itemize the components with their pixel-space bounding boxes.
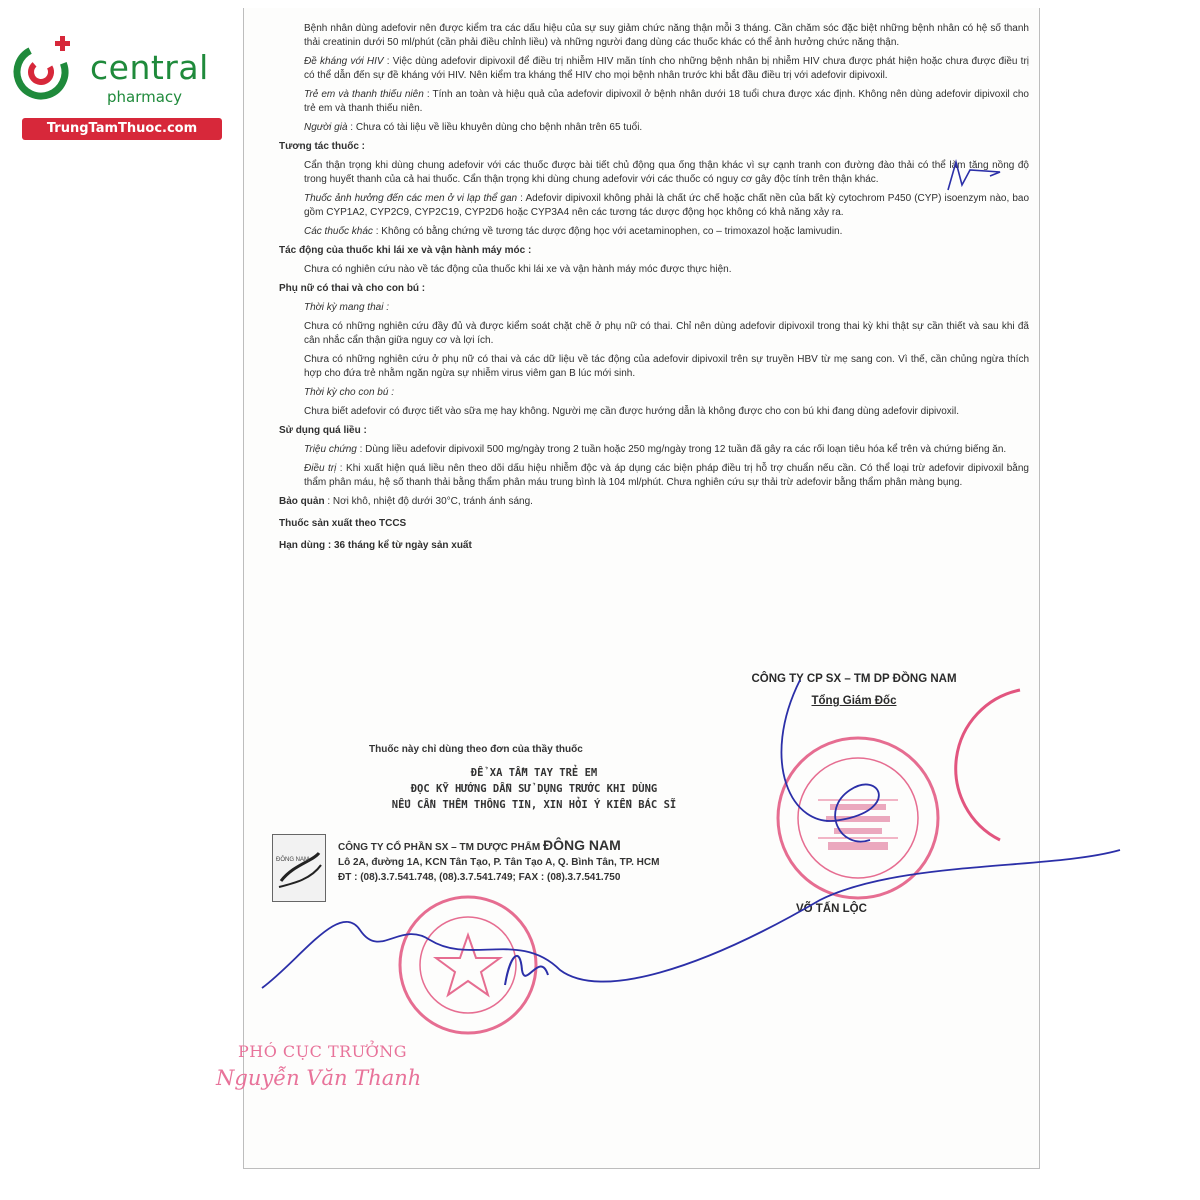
ministry-signatory-name: Nguyễn Văn Thanh bbox=[216, 1066, 422, 1090]
text-liver-enzymes: : Adefovir dipivoxil không phải là chất ức chế hoặc chất nền của bất kỳ cytochrom P450 (CYP) isoenzym nào, bao gồm CYP1A2, CYP2C9, CYP2C19, CYP2D6 hoặc CYP3A4 nên các tương tác dược động học không có khả năng xảy ra. bbox=[304, 193, 1030, 218]
paragraph-liver-enzymes bbox=[279, 192, 1029, 220]
paragraph-renal-monitoring: Bệnh nhân dùng adefovir nên được kiểm tra các dấu hiệu của sự suy giảm chức năng thận mỗi 3 tháng. Cần chăm sóc đặc biệt những bệnh nhân có hệ số thanh thải creatinin dưới 50 ml/phút (cần phải điều chỉnh liều) và những người đang dùng các thuốc khác có thể ảnh hưởng chức năng thận. bbox=[304, 23, 1029, 48]
label-pregnancy-period: Thời kỳ mang thai : bbox=[304, 302, 389, 313]
text-storage: : Nơi khô, nhiệt độ dưới 30°C, tránh ánh sáng. bbox=[324, 496, 533, 507]
heading-driving: Tác động của thuốc khi lái xe và vận hành máy móc : bbox=[279, 245, 532, 256]
paragraph-breastfeeding: Chưa biết adefovir có được tiết vào sữa mẹ hay không. Người mẹ cần được hướng dẫn là không được cho con bú khi đang dùng adefovir dipivoxil. bbox=[304, 406, 960, 417]
label-storage: Bảo quản bbox=[279, 496, 325, 507]
label-symptoms: Triệu chứng bbox=[304, 444, 357, 455]
warning-ask-doctor: NẾU CẦN THÊM THÔNG TIN, XIN HỎI Ý KIẾN BÁC SĨ bbox=[391, 799, 677, 811]
paragraph-pregnancy-1: Chưa có những nghiên cứu đầy đủ và được kiểm soát chặt chẽ ở phụ nữ có thai. Chỉ nên dùng adefovir dipivoxil trong thai kỳ khi thật sự cần thiết và sau khi đã cân nhắc cẩn thận giữa nguy cơ và lợi ích. bbox=[304, 321, 1029, 346]
label-elderly: Người già bbox=[304, 122, 348, 133]
paragraph-interactions: Cẩn thận trọng khi dùng chung adefovir với các thuốc được bài tiết chủ động qua ống thận khác vì sự cạnh tranh con đường đào thải có thể làm tăng nồng độ trong huyết thanh của cả hai thuốc. Cẩn thận trọng khi dùng chung adefovir với các thuốc có nguy cơ gây độc tính trên thận khác. bbox=[304, 160, 1029, 185]
dongnam-logo-text: ĐÔNG NAM bbox=[276, 857, 309, 863]
warning-read-instructions: ĐỌC KỸ HƯỚNG DẪN SỬ DỤNG TRƯỚC KHI DÙNG bbox=[410, 783, 658, 795]
paragraph-treatment bbox=[279, 462, 1029, 490]
label-treatment: Điều trị bbox=[304, 463, 337, 474]
document-content bbox=[279, 22, 1029, 558]
document-page bbox=[243, 8, 1040, 1169]
label-liver-enzymes: Thuốc ảnh hưởng đến các men ở vi lạp thể gan bbox=[304, 193, 518, 204]
label-breastfeeding: Thời kỳ cho con bú : bbox=[304, 387, 394, 398]
text-hiv-resistance: : Việc dùng adefovir dipivoxil để điều trị nhiễm HIV mãn tính cho những bệnh nhân bị nhiễm HIV chưa được phát hiện hoặc chưa được điều trị có thể dẫn đến sự đề kháng với HIV. Nên kiểm tra kháng thể HIV cho mọi bệnh nhân trước khi bắt đầu điều trị với adefovir dipivoxil. bbox=[304, 56, 1029, 81]
paragraph-pregnancy-2: Chưa có những nghiên cứu ở phụ nữ có thai và các dữ liệu về tác động của adefovir dipivoxil trên sự truyền HBV từ mẹ sang con. Vì thế, cần chủng ngừa thích hợp cho đứa trẻ nhằm ngăn ngừa sự nhiễm virus viêm gan B lúc mới sinh. bbox=[304, 354, 1029, 379]
central-pharmacy-logo[interactable] bbox=[8, 30, 223, 140]
text-children: : Tính an toàn và hiệu quả của adefovir dipivoxil ở bệnh nhân dưới 18 tuổi chưa được xác định. Không nên dùng adefovir dipivoxil cho trẻ em và thanh thiếu niên. bbox=[304, 89, 1029, 114]
company-signature-block bbox=[714, 673, 994, 707]
heading-overdose: Sử dụng quá liều : bbox=[279, 425, 367, 436]
footer-company bbox=[272, 834, 772, 904]
prescription-notice: Thuốc này chỉ dùng theo đơn của thầy thuốc bbox=[369, 744, 583, 755]
text-symptoms: : Dùng liều adefovir dipivoxil 500 mg/ngày trong 2 tuần hoặc 250 mg/ngày trong 12 tuần đã gây ra các rối loạn tiêu hóa kể trên và chứng biếng ăn. bbox=[356, 444, 1007, 455]
footer-company-brand: ĐÔNG NAM bbox=[543, 837, 621, 853]
paragraph-storage bbox=[279, 495, 1029, 509]
text-other-drugs: : Không có bằng chứng về tương tác dược động học với acetaminophen, co – trimoxazol hoặc lamivudin. bbox=[372, 226, 843, 237]
brand-sub: pharmacy bbox=[107, 88, 183, 106]
footer-phone: ĐT : (08).3.7.541.748, (08).3.7.541.749; FAX : (08).3.7.541.750 bbox=[338, 872, 621, 883]
dongnam-logo bbox=[272, 834, 326, 902]
footer-company-name bbox=[338, 838, 659, 855]
text-elderly: : Chưa có tài liệu về liều khuyên dùng cho bệnh nhân trên 65 tuổi. bbox=[347, 122, 643, 133]
label-children: Trẻ em và thanh thiếu niên bbox=[304, 89, 424, 100]
heading-interactions: Tương tác thuốc : bbox=[279, 141, 366, 152]
heading-pregnancy: Phụ nữ có thai và cho con bú : bbox=[279, 283, 426, 294]
label-hiv-resistance: Đề kháng với HIV bbox=[304, 56, 384, 67]
paragraph-children bbox=[279, 88, 1029, 116]
brand-name: central bbox=[90, 48, 209, 87]
label-other-drugs: Các thuốc khác bbox=[304, 226, 373, 237]
footer-text bbox=[338, 838, 659, 885]
paragraph-hiv-resistance bbox=[279, 55, 1029, 83]
ministry-title: PHÓ CỤC TRƯỞNG bbox=[238, 1042, 408, 1061]
warning-children: ĐỂ XA TẦM TAY TRẺ EM bbox=[470, 767, 598, 779]
text-treatment: : Khi xuất hiện quá liều nên theo dõi dấu hiệu nhiễm độc và áp dụng các biện pháp điều trị hỗ trợ chuẩn nếu cần. Có thể loại trừ adefovir dipivoxil bằng thẩm phân máu, hệ số thanh thải bằng thẩm phân máu trung bình là 104 ml/phút. Chưa nghiên cứu sự thải trừ adefovir bằng thẩm phân màng bụng. bbox=[304, 463, 1029, 488]
dongnam-swoosh-icon bbox=[273, 835, 325, 901]
footer-company-prefix: CÔNG TY CỔ PHẦN SX – TM DƯỢC PHẨM bbox=[338, 842, 541, 853]
pharmacy-cross-icon bbox=[8, 30, 88, 115]
director-name: VÕ TẤN LỘC bbox=[796, 903, 867, 915]
paragraph-symptoms bbox=[279, 443, 1029, 457]
signature-title: Tổng Giám Đốc bbox=[811, 695, 897, 707]
paragraph-driving: Chưa có nghiên cứu nào về tác động của thuốc khi lái xe và vận hành máy móc được thực hiện. bbox=[304, 264, 732, 275]
signature-company: CÔNG TY CP SX – TM DP ĐỒNG NAM bbox=[751, 673, 957, 685]
shelf-life-text: Hạn dùng : 36 tháng kể từ ngày sản xuất bbox=[279, 540, 472, 551]
notice-block bbox=[344, 744, 724, 815]
paragraph-other-drugs bbox=[279, 225, 1029, 239]
standard-text: Thuốc sản xuất theo TCCS bbox=[279, 518, 407, 529]
paragraph-elderly bbox=[279, 121, 1029, 135]
brand-url-link[interactable]: TrungTamThuoc.com bbox=[22, 118, 222, 140]
footer-address: Lô 2A, đường 1A, KCN Tân Tạo, P. Tân Tạo A, Q. Bình Tân, TP. HCM bbox=[338, 857, 660, 868]
